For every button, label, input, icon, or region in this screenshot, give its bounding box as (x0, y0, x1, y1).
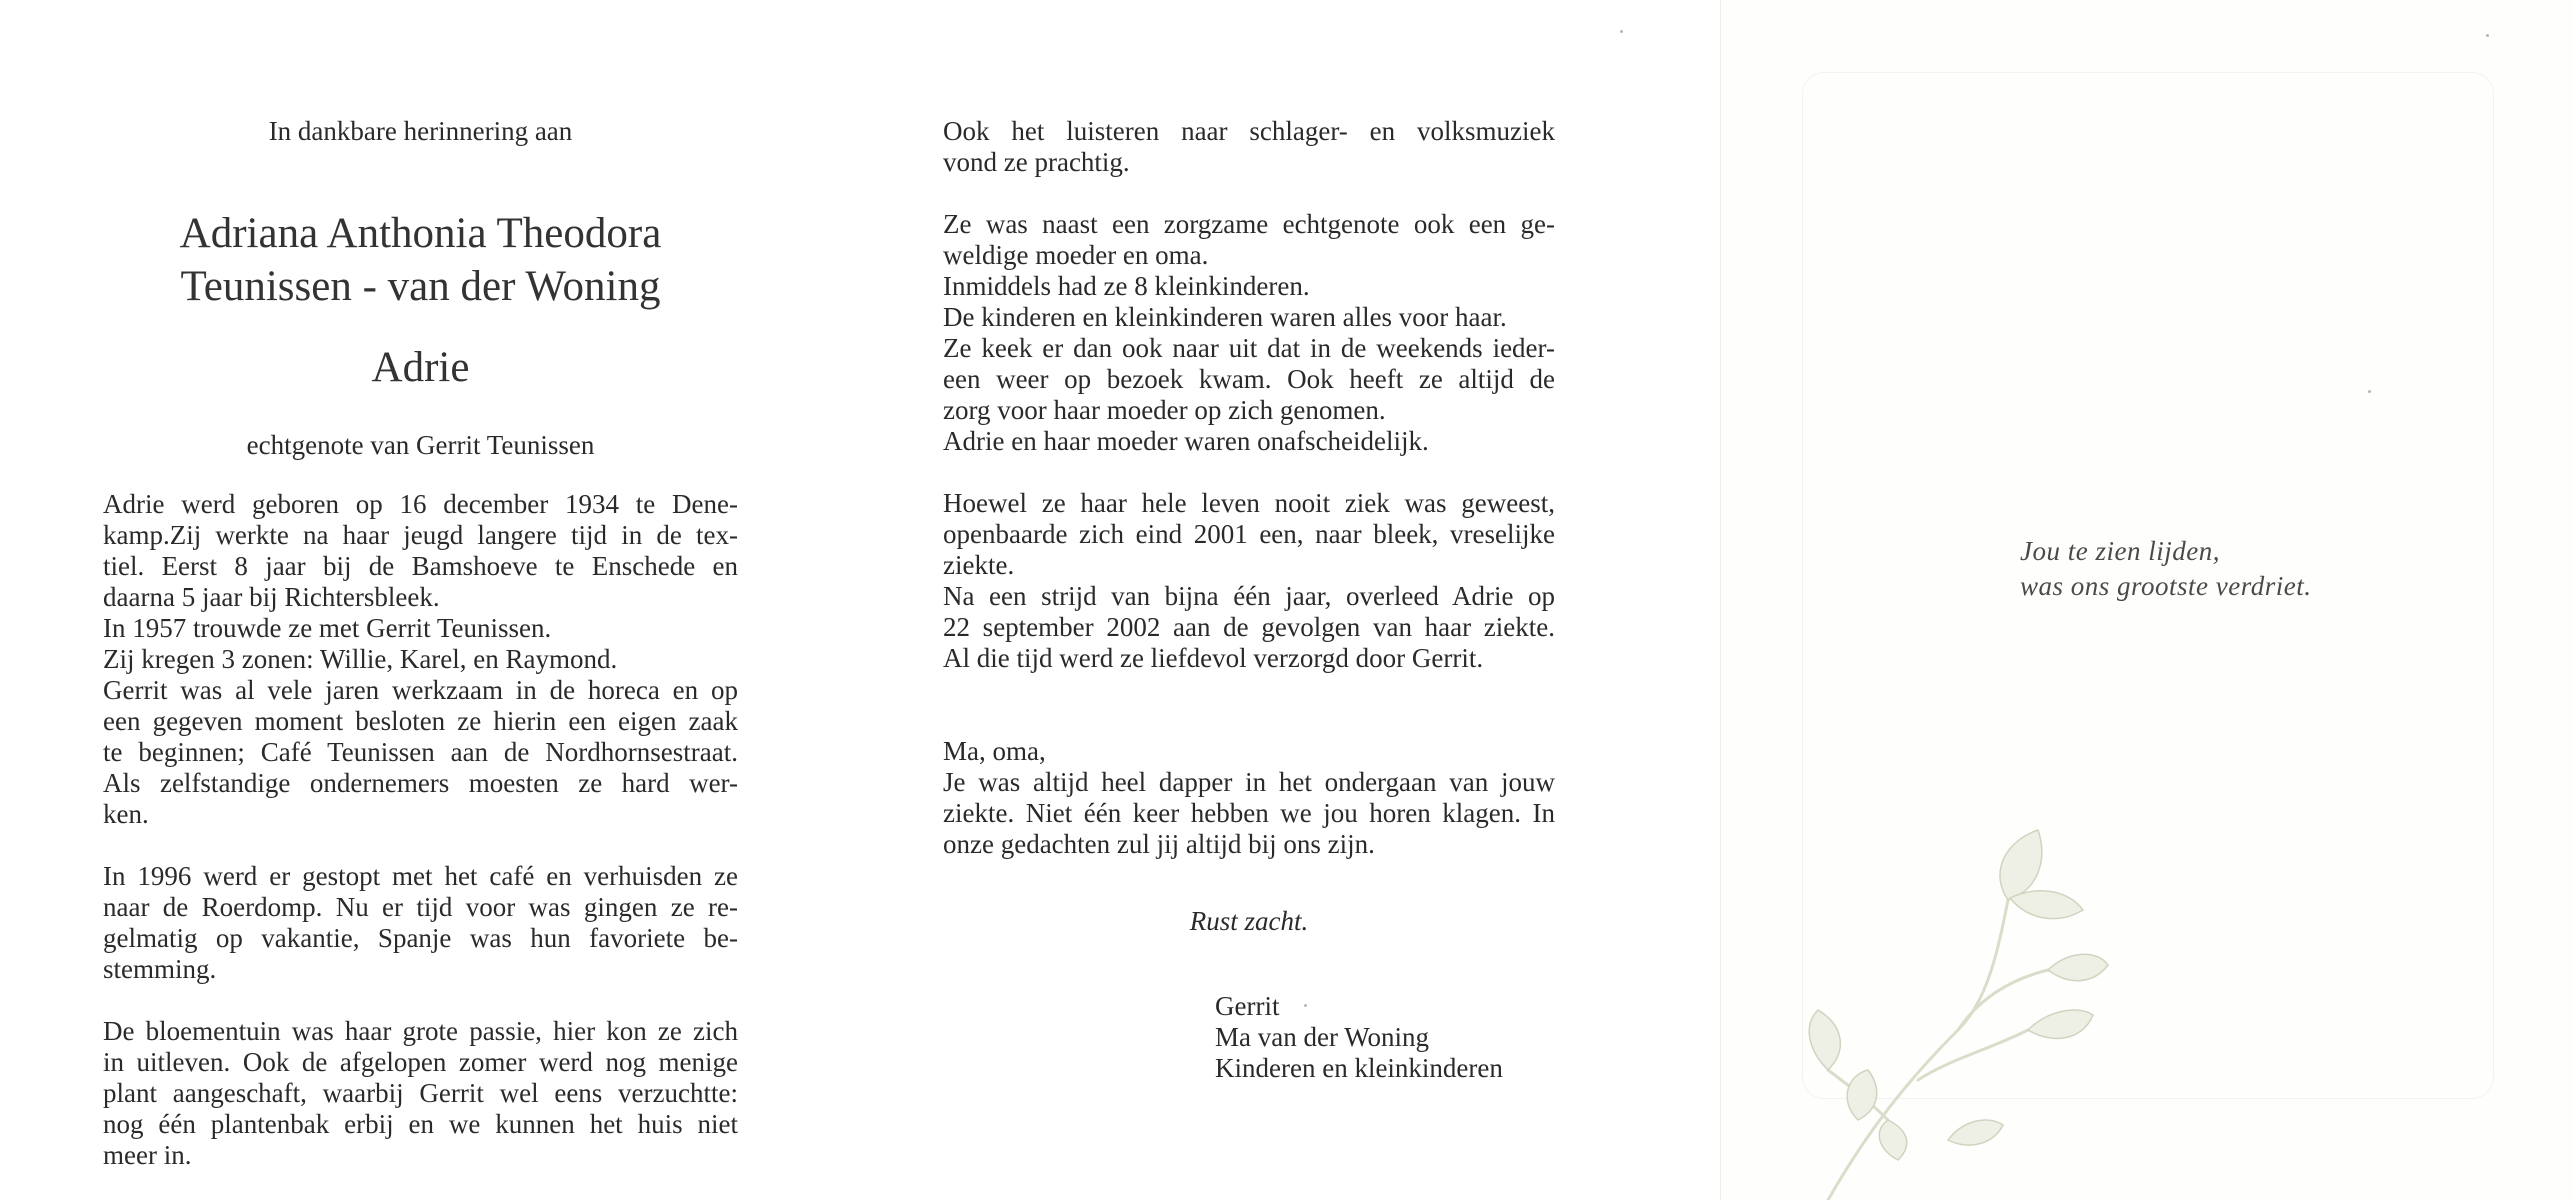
text-line: Al die tijd werd ze liefdevol verzorgd door Gerrit. (943, 643, 1484, 673)
text-line: In 1957 trouwde ze met Gerrit Teunissen. (103, 613, 552, 643)
text-line: een gegeven moment besloten ze hierin een eigen zaak (103, 706, 738, 736)
text-line: kamp.Zij werkte na haar jeugd langere tijd in de tex- (103, 520, 738, 550)
closing-phrase: Rust zacht. (1189, 906, 1309, 936)
full-name (103, 207, 738, 313)
text-line: Als zelfstandige ondernemers moesten ze hard wer- (103, 768, 738, 798)
text-line: Je was altijd heel dapper in het ondergaan van jouw (943, 767, 1555, 797)
biography-paragraph-5 (943, 209, 1555, 457)
left-column (103, 0, 738, 1171)
text-line: De kinderen en kleinkinderen waren alles voor haar. (943, 302, 1507, 332)
text-line: plant aangeschaft, waarbij Gerrit wel eens verzuchtte: (103, 1078, 738, 1108)
text-line: openbaarde zich eind 2001 een, naar bleek, vreselijke (943, 519, 1555, 549)
quote-line: Jou te zien lijden, (2020, 536, 2220, 566)
text-line: Na een strijd van bijna één jaar, overleed Adrie op (943, 581, 1555, 611)
text-line: zorg voor haar moeder op zich genomen. (943, 395, 1386, 425)
middle-column (943, 0, 1555, 1084)
text-line: In 1996 werd er gestopt met het café en verhuisden ze (103, 861, 738, 891)
text-line: weldige moeder en oma. (943, 240, 1209, 270)
intro-line: In dankbare herinnering aan (268, 116, 573, 146)
farewell-paragraph (943, 736, 1555, 860)
name-line-2: Teunissen - van der Woning (180, 263, 661, 310)
text-line: Ze keek er dan ook naar uit dat in de weekends ieder- (943, 333, 1555, 363)
text-line: te beginnen; Café Teunissen aan de Nordhornsestraat. (103, 737, 738, 767)
text-line: Adrie en haar moeder waren onafscheidelijk. (943, 426, 1429, 456)
biography-paragraph-6 (943, 488, 1555, 674)
text-line: Hoewel ze haar hele leven nooit ziek was geweest, (943, 488, 1555, 518)
text-line: onze gedachten zul jij altijd bij ons zijn. (943, 829, 1375, 859)
text-line: De bloementuin was haar grote passie, hier kon ze zich (103, 1016, 738, 1046)
biography-paragraph-3 (103, 1016, 738, 1171)
text-line: Ze was naast een zorgzame echtgenote ook een ge- (943, 209, 1555, 239)
quote-line: was ons grootste verdriet. (2020, 571, 2312, 601)
text-line: nog één plantenbak erbij en we kunnen het huis niet (103, 1109, 738, 1139)
text-line: een weer op bezoek kwam. Ook heeft ze altijd de (943, 364, 1555, 394)
text-line: meer in. (103, 1140, 192, 1170)
text-line: gelmatig op vakantie, Spanje was hun favoriete be- (103, 923, 738, 953)
biography-paragraph-1 (103, 489, 738, 830)
biography-paragraph-4 (943, 116, 1555, 178)
signer-name: Ma van der Woning (1215, 1022, 1430, 1052)
speck (1620, 30, 1623, 33)
text-line: daarna 5 jaar bij Richtersbleek. (103, 582, 440, 612)
text-line: Zij kregen 3 zonen: Willie, Karel, en Raymond. (103, 644, 618, 674)
text-line: Ook het luisteren naar schlager- en volksmuziek (943, 116, 1555, 146)
text-line: Inmiddels had ze 8 kleinkinderen. (943, 271, 1310, 301)
text-line: ziekte. Niet één keer hebben we jou horen klagen. In (943, 798, 1555, 828)
signers-list (1215, 991, 1555, 1084)
spouse-line: echtgenote van Gerrit Teunissen (246, 430, 595, 460)
nickname: Adrie (371, 344, 470, 391)
text-line: in uitleven. Ook de afgelopen zomer werd nog menige (103, 1047, 738, 1077)
text-line: Gerrit was al vele jaren werkzaam in de horeca en op (103, 675, 738, 705)
speck (2368, 390, 2371, 393)
text-line: vond ze prachtig. (943, 147, 1130, 177)
text-line: ken. (103, 799, 149, 829)
flower-illustration (1748, 800, 2208, 1200)
text-line: stemming. (103, 954, 217, 984)
speck (1304, 1004, 1307, 1007)
speck (2486, 34, 2489, 37)
signer-name: Gerrit (1215, 991, 1280, 1021)
name-line-1: Adriana Anthonia Theodora (179, 210, 662, 257)
text-line: ziekte. (943, 550, 1015, 580)
text-line: naar de Roerdomp. Nu er tijd voor was gingen ze re- (103, 892, 738, 922)
text-line: Adrie werd geboren op 16 december 1934 te Dene- (103, 489, 738, 519)
text-line: Ma, oma, (943, 736, 1046, 766)
text-line: tiel. Eerst 8 jaar bij de Bamshoeve te Enschede en (103, 551, 738, 581)
cover-quote (2020, 534, 2380, 604)
text-line: 22 september 2002 aan de gevolgen van haar ziekte. (943, 612, 1555, 642)
biography-paragraph-2 (103, 861, 738, 985)
signer-name: Kinderen en kleinkinderen (1215, 1053, 1503, 1083)
